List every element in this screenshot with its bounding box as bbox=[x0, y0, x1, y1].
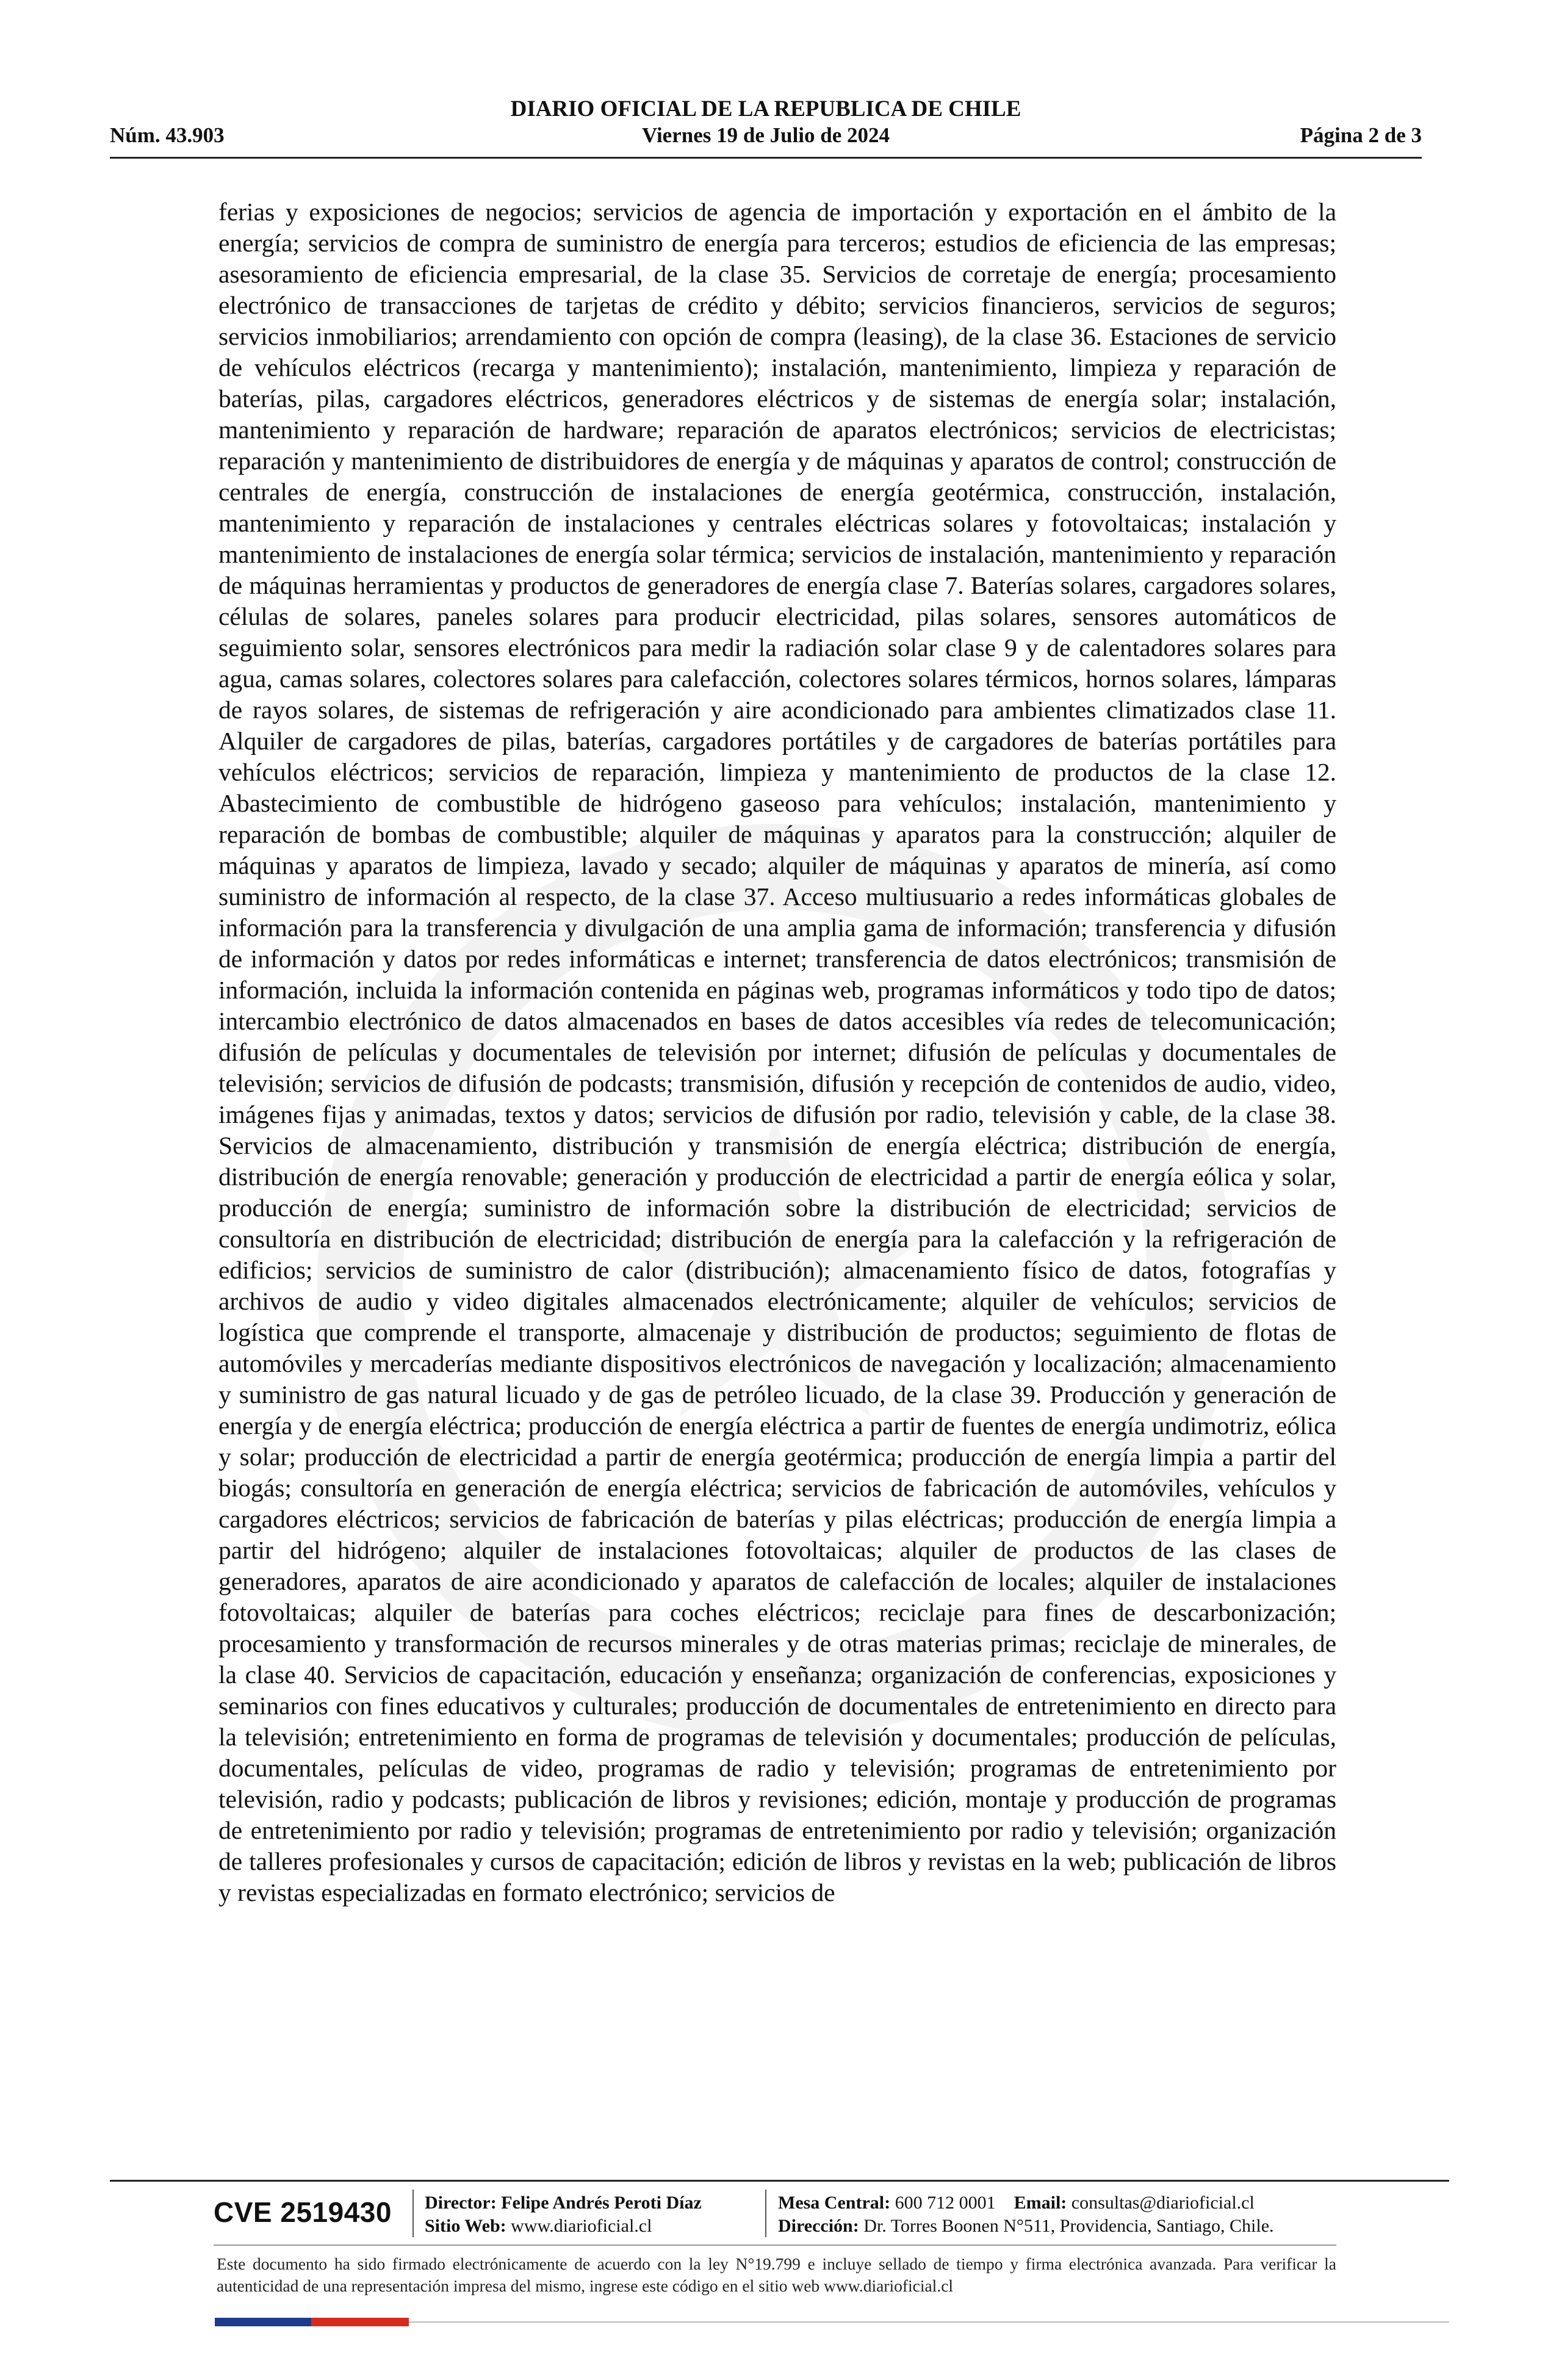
footer-separator bbox=[412, 2190, 414, 2237]
phone-label: Mesa Central: bbox=[778, 2193, 891, 2213]
body-paragraph: ferias y exposiciones de negocios; servicios de agencia de importación y exportación en el ámbito de la energía; servicios de compra de suministro de energía para terceros; estudios de eficiencia de las empresas; asesoramiento de eficiencia empresarial, de la clase 35. Servicios de corretaje de energía; procesamiento electrónico de transacciones de tarjetas de crédito y débito; servicios financieros, servicios de seguros; servicios inmobiliarios; arrendamiento con opción de compra (leasing), de la clase 36. Estaciones de servicio de vehículos eléctricos (recarga y mantenimiento); instalación, mantenimiento, limpieza y reparación de baterías, pilas, cargadores eléctricos, generadores eléctricos y de sistemas de energía solar; instalación, mantenimiento y reparación de hardware; reparación de aparatos electrónicos; servicios de electricistas; reparación y mantenimiento de distribuidores de energía y de máquinas y aparatos de control; construcción de centrales de energía, construcción de instalaciones de energía geotérmica, construcción, instalación, mantenimiento y reparación de instalaciones y centrales eléctricas solares y fotovoltaicas; instalación y mantenimiento de instalaciones de energía solar térmica; servicios de instalación, mantenimiento y reparación de máquinas herramientas y productos de generadores de energía clase 7. Baterías solares, cargadores solares, células de solares, paneles solares para producir electricidad, pilas solares, sensores automáticos de seguimiento solar, sensores electrónicos para medir la radiación solar clase 9 y de calentadores solares para agua, camas solares, colectores solares para calefacción, colectores solares térmicos, hornos solares, lámparas de rayos solares, de sistemas de refrigeración y aire acondicionado para ambientes climatizados clase 11. Alquiler de cargadores de pilas, baterías, cargadores portátiles y de cargadores de baterías portátiles para vehículos eléctricos; servicios de reparación, limpieza y mantenimiento de productos de la clase 12. Abastecimiento de combustible de hidrógeno gaseoso para vehículos; instalación, mantenimiento y reparación de bombas de combustible; alquiler de máquinas y aparatos para la construcción; alquiler de máquinas y aparatos de limpieza, lavado y secado; alquiler de máquinas y aparatos de minería, así como suministro de información al respecto, de la clase 37. Acceso multiusuario a redes informáticas globales de información para la transferencia y divulgación de una amplia gama de información; transferencia y difusión de información y datos por redes informáticas e internet; transferencia de datos electrónicos; transmisión de información, incluida la información contenida en páginas web, programas informáticos y todo tipo de datos; intercambio electrónico de datos almacenados en bases de datos accesibles vía redes de telecomunicación; difusión de películas y documentales de televisión por internet; difusión de películas y documentales de televisión; servicios de difusión de podcasts; transmisión, difusión y recepción de contenidos de audio, video, imágenes fijas y animadas, textos y datos; servicios de difusión por radio, televisión y cable, de la clase 38. Servicios de almacenamiento, distribución y transmisión de energía eléctrica; distribución de energía, distribución de energía renovable; generación y producción de electricidad a partir de energía eólica y solar, producción de energía; suministro de información sobre la distribución de electricidad; servicios de consultoría en distribución de electricidad; distribución de energía para la calefacción y la refrigeración de edificios; servicios de suministro de calor (distribución); almacenamiento físico de datos, fotografías y archivos de audio y video digitales almacenados electrónicamente; alquiler de vehículos; servicios de logística que comprende el transporte, almacenaje y distribución de productos; seguimiento de flotas de automóviles y mercaderías mediante dispositivos electrónicos de navegación y localización; almacenamiento y suministro de gas natural licuado y de gas de petróleo licuado, de la clase 39. Producción y generación de energía y de energía eléctrica; producción de energía eléctrica a partir de fuentes de energía undimotriz, eólica y solar; producción de electricidad a partir de energía geotérmica; producción de energía limpia a partir del biogás; consultoría en generación de energía eléctrica; servicios de fabricación de automóviles, vehículos y cargadores eléctricos; servicios de fabricación de baterías y pilas eléctricas; producción de energía limpia a partir del hidrógeno; alquiler de instalaciones fotovoltaicas; alquiler de productos de las clases de generadores, aparatos de aire acondicionado y aparatos de calefacción de locales; alquiler de instalaciones fotovoltaicas; alquiler de baterías para coches eléctricos; reciclaje para fines de descarbonización; procesamiento y transformación de recursos minerales y de otras materias primas; reciclaje de minerales, de la clase 40. Servicios de capacitación, educación y enseñanza; organización de conferencias, exposiciones y seminarios con fines educativos y culturales; producción de documentales de entretenimiento en directo para la televisión; entretenimiento en forma de programas de televisión y documentales; producción de películas, documentales, películas de video, programas de radio y televisión; programas de entretenimiento por televisión, radio y podcasts; publicación de libros y revisiones; edición, montaje y producción de programas de entretenimiento por radio y televisión; programas de entretenimiento por radio y televisión; organización de talleres profesionales y cursos de capacitación; edición de libros y revistas en la web; publicación de libros y revistas especializadas en formato electrónico; servicios de bbox=[218, 198, 1336, 1906]
footer-separator bbox=[765, 2190, 766, 2237]
publication-title: DIARIO OFICIAL DE LA REPUBLICA DE CHILE bbox=[510, 96, 1021, 121]
director-name: Felipe Andrés Peroti Díaz bbox=[501, 2193, 702, 2213]
page-header bbox=[110, 93, 1422, 160]
phone-number: 600 712 0001 bbox=[895, 2193, 996, 2213]
issue-number: Núm. 43.903 bbox=[110, 123, 225, 147]
email-label: Email: bbox=[1014, 2193, 1067, 2213]
footer-divider-middle bbox=[214, 2245, 1336, 2246]
flag-red-segment bbox=[311, 2318, 409, 2326]
website-link[interactable]: www.diarioficial.cl bbox=[511, 2216, 652, 2236]
signature-notice: Este documento ha sido firmado electrónicamente de acuerdo con la ley N°19.799 e incluye sellado de tiempo y firma electrónica avanzada. Para verificar la autenticidad de una representación impresa del mismo, ingrese este código en el sitio web www.diarioficial.cl bbox=[217, 2254, 1336, 2295]
footer-divider-bottom bbox=[409, 2321, 1449, 2323]
footer-contact-block bbox=[778, 2191, 1274, 2238]
page-number: Página 2 de 3 bbox=[1300, 123, 1422, 147]
footer-divider-top bbox=[110, 2180, 1449, 2182]
director-label: Director: bbox=[425, 2193, 497, 2213]
email-link[interactable]: consultas@diarioficial.cl bbox=[1071, 2193, 1255, 2213]
website-label: Sitio Web: bbox=[425, 2216, 506, 2236]
address-label: Dirección: bbox=[778, 2216, 859, 2236]
address-text: Dr. Torres Boonen N°511, Providencia, Santiago, Chile. bbox=[863, 2216, 1274, 2236]
flag-blue-segment bbox=[215, 2318, 311, 2326]
issue-date: Viernes 19 de Julio de 2024 bbox=[641, 123, 890, 147]
footer-director-block bbox=[425, 2191, 702, 2238]
header-divider bbox=[110, 157, 1422, 159]
cve-code: CVE 2519430 bbox=[214, 2196, 392, 2228]
